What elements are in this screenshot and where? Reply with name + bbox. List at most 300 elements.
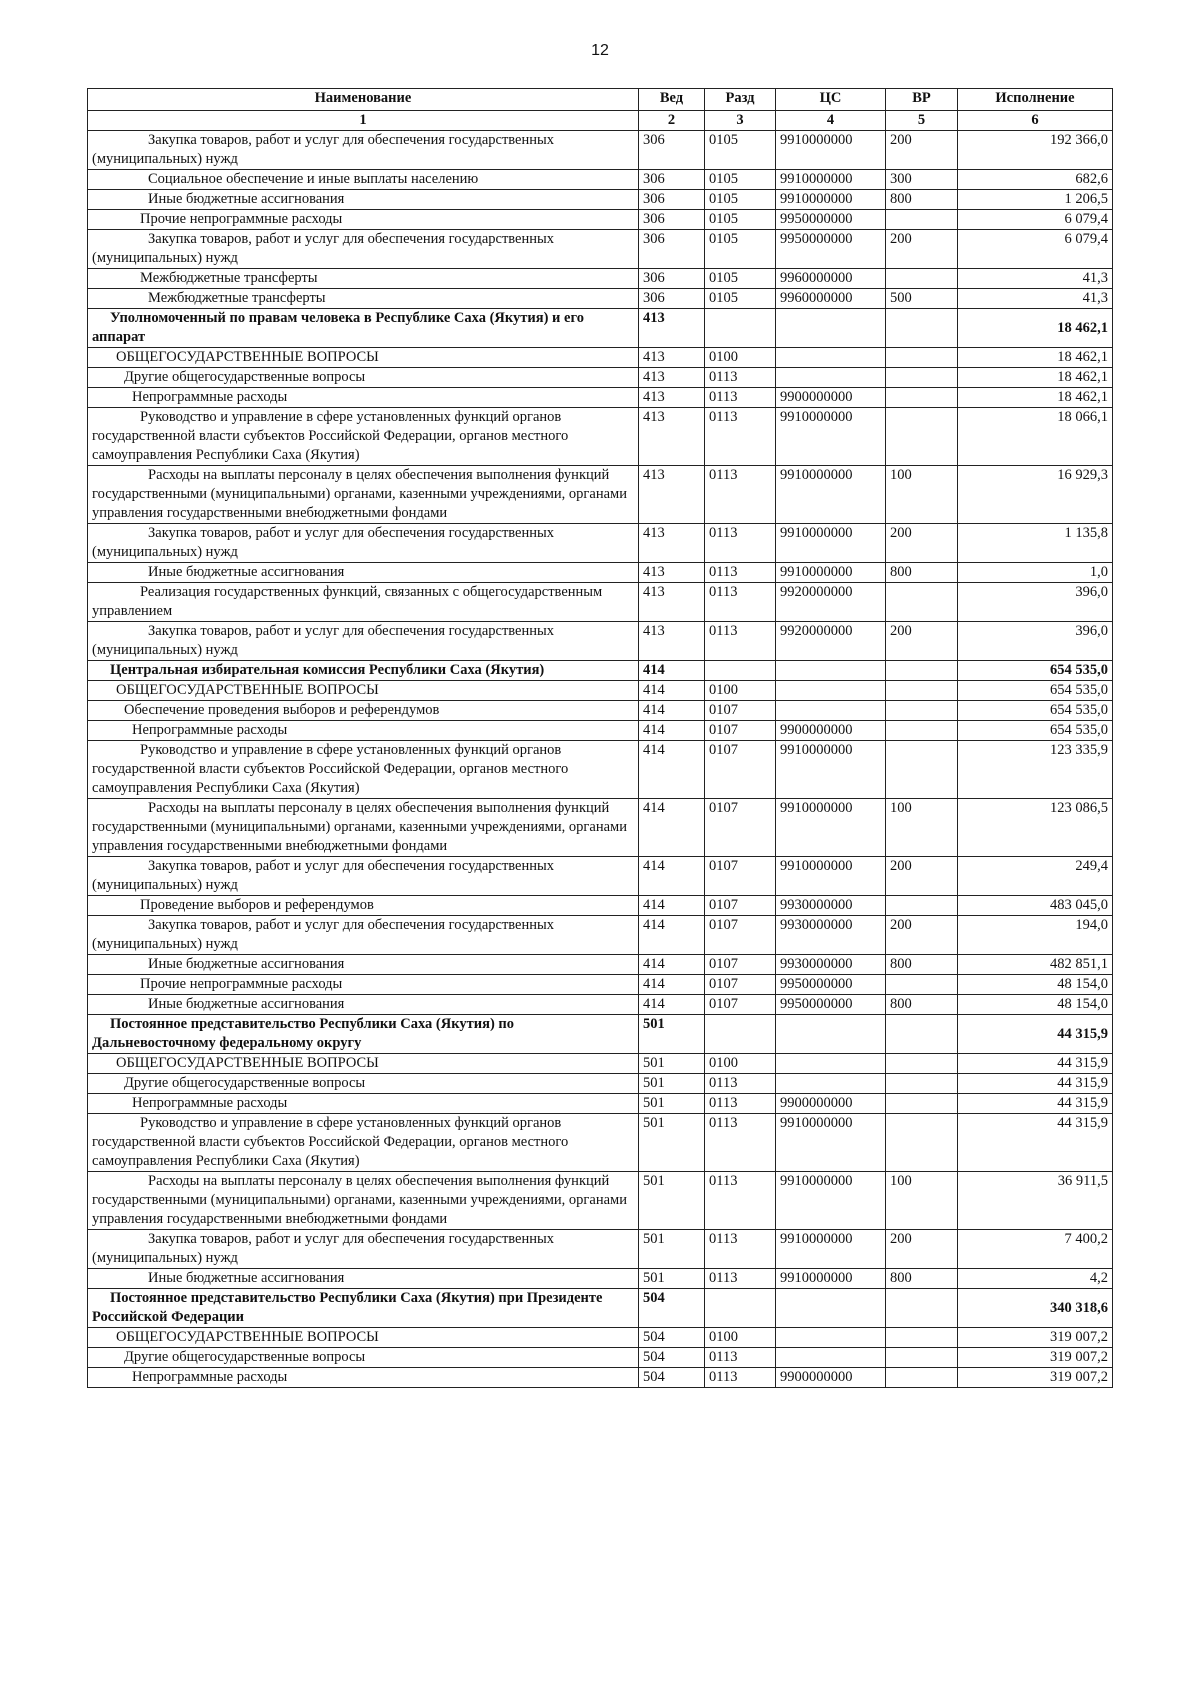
- cell-exec: 123 335,9: [958, 741, 1113, 799]
- table-row: [88, 524, 1113, 563]
- table-row: [88, 348, 1113, 368]
- table-row: [88, 701, 1113, 721]
- row-name-text: Центральная избирательная комиссия Республики Саха (Якутия): [110, 662, 545, 678]
- cell-name: [88, 563, 639, 583]
- cell-ved: 414: [639, 741, 705, 799]
- cell-cs: [776, 1328, 886, 1348]
- cell-razd: [705, 309, 776, 348]
- cell-exec: 654 535,0: [958, 721, 1113, 741]
- cell-name: [88, 995, 639, 1015]
- cell-exec: 18 066,1: [958, 408, 1113, 466]
- cell-ved: 414: [639, 799, 705, 857]
- cell-cs: [776, 368, 886, 388]
- cell-vr: 500: [886, 289, 958, 309]
- table-row: [88, 368, 1113, 388]
- cell-exec: 41,3: [958, 289, 1113, 309]
- cell-exec: 340 318,6: [958, 1289, 1113, 1328]
- cell-vr: [886, 661, 958, 681]
- cell-razd: 0100: [705, 1328, 776, 1348]
- cell-exec: 319 007,2: [958, 1348, 1113, 1368]
- cell-ved: 413: [639, 524, 705, 563]
- cell-exec: 18 462,1: [958, 348, 1113, 368]
- cell-vr: [886, 701, 958, 721]
- row-name-text: Другие общегосударственные вопросы: [124, 369, 366, 385]
- cell-razd: 0107: [705, 857, 776, 896]
- row-name-text: Межбюджетные трансферты: [148, 290, 326, 306]
- row-name-text: Проведение выборов и референдумов: [140, 897, 374, 913]
- cell-exec: 6 079,4: [958, 230, 1113, 269]
- cell-exec: 1 206,5: [958, 190, 1113, 210]
- cell-ved: 501: [639, 1269, 705, 1289]
- cell-ved: 414: [639, 857, 705, 896]
- cell-name: [88, 916, 639, 955]
- row-name-text: Закупка товаров, работ и услуг для обеспечения государственных (муниципальных) нужд: [92, 525, 555, 560]
- cell-name: [88, 408, 639, 466]
- row-name-text: ОБЩЕГОСУДАРСТВЕННЫЕ ВОПРОСЫ: [116, 682, 379, 698]
- cell-ved: 414: [639, 896, 705, 916]
- cell-exec: 654 535,0: [958, 661, 1113, 681]
- row-name-text: Иные бюджетные ассигнования: [148, 1270, 345, 1286]
- table-row: [88, 721, 1113, 741]
- table-row: [88, 388, 1113, 408]
- cell-cs: [776, 701, 886, 721]
- cell-name: [88, 741, 639, 799]
- cell-vr: [886, 1368, 958, 1388]
- cell-vr: [886, 388, 958, 408]
- cell-exec: 18 462,1: [958, 309, 1113, 348]
- cell-vr: 800: [886, 995, 958, 1015]
- cell-exec: 319 007,2: [958, 1368, 1113, 1388]
- cell-exec: 44 315,9: [958, 1114, 1113, 1172]
- table-row: [88, 190, 1113, 210]
- cell-ved: 413: [639, 466, 705, 524]
- cell-ved: 306: [639, 230, 705, 269]
- cell-name: [88, 701, 639, 721]
- cell-vr: [886, 681, 958, 701]
- cell-razd: 0113: [705, 1230, 776, 1269]
- table-row: [88, 1230, 1113, 1269]
- cell-cs: 9960000000: [776, 269, 886, 289]
- cell-razd: 0105: [705, 190, 776, 210]
- cell-razd: 0107: [705, 701, 776, 721]
- row-name-text: Руководство и управление в сфере установленных функций органов государственной власти субъектов Российской Федерации, органов местного самоуправления Республики Саха (Якутия): [92, 1115, 569, 1169]
- column-numbers-row: [88, 111, 1113, 131]
- cell-cs: 9900000000: [776, 1094, 886, 1114]
- cell-name: [88, 1368, 639, 1388]
- cell-cs: [776, 348, 886, 368]
- organization-row: [88, 1289, 1113, 1328]
- cell-vr: 300: [886, 170, 958, 190]
- table-row: [88, 230, 1113, 269]
- cell-razd: 0107: [705, 741, 776, 799]
- page-number: 12: [591, 42, 609, 59]
- cell-ved: 504: [639, 1328, 705, 1348]
- cell-name: [88, 466, 639, 524]
- header-name: Наименование: [88, 89, 639, 111]
- table-row: [88, 289, 1113, 309]
- cell-name: [88, 1172, 639, 1230]
- table-header-row: [88, 89, 1113, 111]
- cell-name: [88, 721, 639, 741]
- cell-ved: 413: [639, 348, 705, 368]
- cell-cs: 9910000000: [776, 857, 886, 896]
- row-name-text: Закупка товаров, работ и услуг для обеспечения государственных (муниципальных) нужд: [92, 1231, 555, 1266]
- cell-cs: 9920000000: [776, 583, 886, 622]
- cell-cs: 9910000000: [776, 799, 886, 857]
- table-row: [88, 1054, 1113, 1074]
- cell-ved: 414: [639, 681, 705, 701]
- cell-cs: [776, 1348, 886, 1368]
- cell-ved: 414: [639, 701, 705, 721]
- cell-vr: [886, 1074, 958, 1094]
- table-row: [88, 622, 1113, 661]
- cell-name: [88, 681, 639, 701]
- cell-name: [88, 955, 639, 975]
- cell-vr: 200: [886, 622, 958, 661]
- table-row: [88, 975, 1113, 995]
- cell-razd: 0105: [705, 269, 776, 289]
- cell-cs: 9900000000: [776, 1368, 886, 1388]
- cell-exec: 41,3: [958, 269, 1113, 289]
- cell-name: [88, 1328, 639, 1348]
- cell-ved: 413: [639, 388, 705, 408]
- cell-exec: 396,0: [958, 622, 1113, 661]
- cell-exec: 483 045,0: [958, 896, 1113, 916]
- cell-ved: 306: [639, 210, 705, 230]
- cell-cs: [776, 1054, 886, 1074]
- cell-name: [88, 1348, 639, 1368]
- row-name-text: Иные бюджетные ассигнования: [148, 564, 345, 580]
- cell-cs: 9930000000: [776, 896, 886, 916]
- row-name-text: Непрограммные расходы: [132, 389, 288, 405]
- cell-name: [88, 975, 639, 995]
- cell-name: [88, 896, 639, 916]
- cell-razd: 0107: [705, 995, 776, 1015]
- row-name-text: Закупка товаров, работ и услуг для обеспечения государственных (муниципальных) нужд: [92, 623, 555, 658]
- cell-ved: 306: [639, 289, 705, 309]
- cell-vr: [886, 1094, 958, 1114]
- row-name-text: Прочие непрограммные расходы: [140, 976, 343, 992]
- cell-name: [88, 190, 639, 210]
- table-row: [88, 1094, 1113, 1114]
- row-name-text: Иные бюджетные ассигнования: [148, 191, 345, 207]
- cell-cs: [776, 309, 886, 348]
- table-row: [88, 799, 1113, 857]
- cell-vr: 200: [886, 131, 958, 170]
- cell-razd: 0113: [705, 524, 776, 563]
- cell-cs: 9930000000: [776, 916, 886, 955]
- cell-ved: 414: [639, 916, 705, 955]
- cell-name: [88, 269, 639, 289]
- cell-razd: 0107: [705, 975, 776, 995]
- cell-exec: 192 366,0: [958, 131, 1113, 170]
- row-name-text: Иные бюджетные ассигнования: [148, 956, 345, 972]
- cell-ved: 306: [639, 131, 705, 170]
- cell-vr: [886, 368, 958, 388]
- cell-cs: [776, 1289, 886, 1328]
- cell-name: [88, 348, 639, 368]
- cell-razd: [705, 1289, 776, 1328]
- row-name-text: Обеспечение проведения выборов и референдумов: [124, 702, 440, 718]
- cell-cs: 9910000000: [776, 741, 886, 799]
- table-row: [88, 466, 1113, 524]
- table-row: [88, 1269, 1113, 1289]
- cell-razd: 0107: [705, 721, 776, 741]
- column-number: 1: [88, 111, 639, 131]
- cell-ved: 306: [639, 170, 705, 190]
- row-name-text: Закупка товаров, работ и услуг для обеспечения государственных (муниципальных) нужд: [92, 917, 555, 952]
- cell-ved: 501: [639, 1054, 705, 1074]
- cell-razd: 0113: [705, 583, 776, 622]
- cell-ved: 413: [639, 368, 705, 388]
- row-name-text: Непрограммные расходы: [132, 1095, 288, 1111]
- cell-ved: 306: [639, 269, 705, 289]
- row-name-text: Расходы на выплаты персоналу в целях обеспечения выполнения функций государственными (муниципальными) органами, казенными учреждениями, органами управления государственными внебюджетными фондами: [92, 467, 627, 521]
- cell-razd: 0113: [705, 466, 776, 524]
- cell-vr: [886, 210, 958, 230]
- cell-cs: [776, 1015, 886, 1054]
- cell-vr: [886, 408, 958, 466]
- cell-cs: 9910000000: [776, 170, 886, 190]
- row-name-text: Расходы на выплаты персоналу в целях обеспечения выполнения функций государственными (муниципальными) органами, казенными учреждениями, органами управления государственными внебюджетными фондами: [92, 1173, 627, 1227]
- cell-ved: 501: [639, 1230, 705, 1269]
- cell-vr: 200: [886, 1230, 958, 1269]
- cell-razd: 0107: [705, 799, 776, 857]
- header-ved: Вед: [639, 89, 705, 111]
- cell-razd: 0100: [705, 1054, 776, 1074]
- header-razd: Разд: [705, 89, 776, 111]
- header-exec: Исполнение: [958, 89, 1113, 111]
- cell-ved: 501: [639, 1094, 705, 1114]
- cell-ved: 501: [639, 1074, 705, 1094]
- table-row: [88, 741, 1113, 799]
- cell-vr: [886, 1348, 958, 1368]
- cell-cs: 9910000000: [776, 1114, 886, 1172]
- cell-razd: 0113: [705, 622, 776, 661]
- table-row: [88, 408, 1113, 466]
- row-name-text: Непрограммные расходы: [132, 722, 288, 738]
- cell-exec: 16 929,3: [958, 466, 1113, 524]
- cell-ved: 414: [639, 995, 705, 1015]
- cell-vr: 800: [886, 563, 958, 583]
- cell-exec: 319 007,2: [958, 1328, 1113, 1348]
- cell-razd: 0100: [705, 348, 776, 368]
- cell-name: [88, 289, 639, 309]
- cell-cs: [776, 681, 886, 701]
- cell-razd: 0113: [705, 1269, 776, 1289]
- cell-exec: 18 462,1: [958, 368, 1113, 388]
- table-row: [88, 131, 1113, 170]
- table-row: [88, 1172, 1113, 1230]
- cell-cs: 9910000000: [776, 190, 886, 210]
- cell-ved: 504: [639, 1289, 705, 1328]
- table-body: [88, 131, 1113, 1388]
- cell-razd: 0113: [705, 563, 776, 583]
- cell-exec: 6 079,4: [958, 210, 1113, 230]
- header-vr: ВР: [886, 89, 958, 111]
- organization-row: [88, 1015, 1113, 1054]
- cell-name: [88, 1289, 639, 1328]
- row-name-text: Иные бюджетные ассигнования: [148, 996, 345, 1012]
- row-name-text: Другие общегосударственные вопросы: [124, 1349, 366, 1365]
- table-row: [88, 1114, 1113, 1172]
- cell-vr: [886, 1015, 958, 1054]
- cell-exec: 249,4: [958, 857, 1113, 896]
- cell-cs: 9910000000: [776, 1269, 886, 1289]
- cell-exec: 396,0: [958, 583, 1113, 622]
- row-name-text: Закупка товаров, работ и услуг для обеспечения государственных (муниципальных) нужд: [92, 858, 555, 893]
- cell-vr: 100: [886, 466, 958, 524]
- cell-exec: 44 315,9: [958, 1015, 1113, 1054]
- cell-vr: 800: [886, 1269, 958, 1289]
- cell-name: [88, 1269, 639, 1289]
- row-name-text: Постоянное представительство Республики Саха (Якутия) по Дальневосточному федеральному округу: [92, 1016, 515, 1051]
- cell-cs: 9910000000: [776, 131, 886, 170]
- cell-name: [88, 661, 639, 681]
- cell-cs: 9960000000: [776, 289, 886, 309]
- cell-vr: [886, 741, 958, 799]
- cell-name: [88, 1094, 639, 1114]
- table-row: [88, 269, 1113, 289]
- row-name-text: Расходы на выплаты персоналу в целях обеспечения выполнения функций государственными (муниципальными) органами, казенными учреждениями, органами управления государственными внебюджетными фондами: [92, 800, 627, 854]
- cell-name: [88, 799, 639, 857]
- cell-exec: 44 315,9: [958, 1074, 1113, 1094]
- cell-vr: [886, 896, 958, 916]
- cell-name: [88, 368, 639, 388]
- budget-table: [87, 88, 1113, 1388]
- cell-razd: 0113: [705, 408, 776, 466]
- row-name-text: Межбюджетные трансферты: [140, 270, 318, 286]
- table-row: [88, 681, 1113, 701]
- cell-cs: 9900000000: [776, 388, 886, 408]
- cell-name: [88, 1015, 639, 1054]
- row-name-text: Постоянное представительство Республики Саха (Якутия) при Президенте Российской Федерации: [92, 1290, 603, 1325]
- cell-name: [88, 857, 639, 896]
- cell-razd: 0113: [705, 1074, 776, 1094]
- cell-ved: 414: [639, 955, 705, 975]
- cell-ved: 413: [639, 583, 705, 622]
- cell-cs: 9900000000: [776, 721, 886, 741]
- cell-ved: 504: [639, 1348, 705, 1368]
- cell-cs: [776, 1074, 886, 1094]
- table-row: [88, 995, 1113, 1015]
- cell-vr: 100: [886, 799, 958, 857]
- cell-exec: 654 535,0: [958, 681, 1113, 701]
- row-name-text: ОБЩЕГОСУДАРСТВЕННЫЕ ВОПРОСЫ: [116, 1329, 379, 1345]
- cell-ved: 414: [639, 661, 705, 681]
- header-cs: ЦС: [776, 89, 886, 111]
- cell-vr: [886, 583, 958, 622]
- cell-vr: 800: [886, 955, 958, 975]
- cell-razd: 0113: [705, 368, 776, 388]
- cell-cs: 9910000000: [776, 1172, 886, 1230]
- cell-name: [88, 309, 639, 348]
- table-row: [88, 916, 1113, 955]
- organization-row: [88, 661, 1113, 681]
- organization-row: [88, 309, 1113, 348]
- row-name-text: Руководство и управление в сфере установленных функций органов государственной власти субъектов Российской Федерации, органов местного самоуправления Республики Саха (Якутия): [92, 742, 569, 796]
- cell-exec: 654 535,0: [958, 701, 1113, 721]
- cell-razd: 0105: [705, 131, 776, 170]
- row-name-text: Непрограммные расходы: [132, 1369, 288, 1385]
- column-number: 3: [705, 111, 776, 131]
- cell-exec: 482 851,1: [958, 955, 1113, 975]
- cell-ved: 504: [639, 1368, 705, 1388]
- row-name-text: Руководство и управление в сфере установленных функций органов государственной власти субъектов Российской Федерации, органов местного самоуправления Республики Саха (Якутия): [92, 409, 569, 463]
- cell-vr: 200: [886, 230, 958, 269]
- cell-ved: 413: [639, 563, 705, 583]
- cell-vr: [886, 348, 958, 368]
- cell-razd: 0107: [705, 916, 776, 955]
- cell-ved: 414: [639, 721, 705, 741]
- cell-cs: [776, 661, 886, 681]
- row-name-text: Социальное обеспечение и иные выплаты населению: [148, 171, 479, 187]
- cell-vr: 200: [886, 857, 958, 896]
- cell-name: [88, 1054, 639, 1074]
- cell-vr: 200: [886, 916, 958, 955]
- cell-razd: 0100: [705, 681, 776, 701]
- row-name-text: Другие общегосударственные вопросы: [124, 1075, 366, 1091]
- cell-exec: 4,2: [958, 1269, 1113, 1289]
- cell-ved: 413: [639, 408, 705, 466]
- table-row: [88, 1074, 1113, 1094]
- cell-cs: 9910000000: [776, 408, 886, 466]
- cell-exec: 123 086,5: [958, 799, 1113, 857]
- cell-razd: 0105: [705, 210, 776, 230]
- cell-exec: 18 462,1: [958, 388, 1113, 408]
- cell-cs: 9920000000: [776, 622, 886, 661]
- cell-name: [88, 1230, 639, 1269]
- cell-razd: 0107: [705, 955, 776, 975]
- cell-vr: [886, 1054, 958, 1074]
- row-name-text: Закупка товаров, работ и услуг для обеспечения государственных (муниципальных) нужд: [92, 132, 555, 167]
- row-name-text: Прочие непрограммные расходы: [140, 211, 343, 227]
- row-name-text: Уполномоченный по правам человека в Республике Саха (Якутия) и его аппарат: [92, 310, 584, 345]
- cell-name: [88, 524, 639, 563]
- cell-exec: 44 315,9: [958, 1054, 1113, 1074]
- table-row: [88, 1348, 1113, 1368]
- cell-name: [88, 622, 639, 661]
- column-number: 2: [639, 111, 705, 131]
- cell-cs: 9950000000: [776, 210, 886, 230]
- cell-cs: 9930000000: [776, 955, 886, 975]
- cell-vr: 100: [886, 1172, 958, 1230]
- cell-vr: [886, 1114, 958, 1172]
- cell-name: [88, 170, 639, 190]
- cell-ved: 413: [639, 309, 705, 348]
- cell-vr: [886, 721, 958, 741]
- column-number: 5: [886, 111, 958, 131]
- table-row: [88, 857, 1113, 896]
- row-name-text: Реализация государственных функций, связанных с общегосударственным управлением: [92, 584, 603, 619]
- cell-cs: 9950000000: [776, 230, 886, 269]
- cell-razd: 0113: [705, 1348, 776, 1368]
- cell-razd: [705, 661, 776, 681]
- cell-razd: 0105: [705, 230, 776, 269]
- cell-ved: 306: [639, 190, 705, 210]
- cell-razd: 0105: [705, 289, 776, 309]
- cell-name: [88, 1114, 639, 1172]
- cell-razd: [705, 1015, 776, 1054]
- cell-name: [88, 210, 639, 230]
- cell-razd: 0113: [705, 1172, 776, 1230]
- table-row: [88, 210, 1113, 230]
- cell-exec: 682,6: [958, 170, 1113, 190]
- cell-cs: 9910000000: [776, 466, 886, 524]
- table-row: [88, 170, 1113, 190]
- cell-ved: 501: [639, 1015, 705, 1054]
- cell-vr: 200: [886, 524, 958, 563]
